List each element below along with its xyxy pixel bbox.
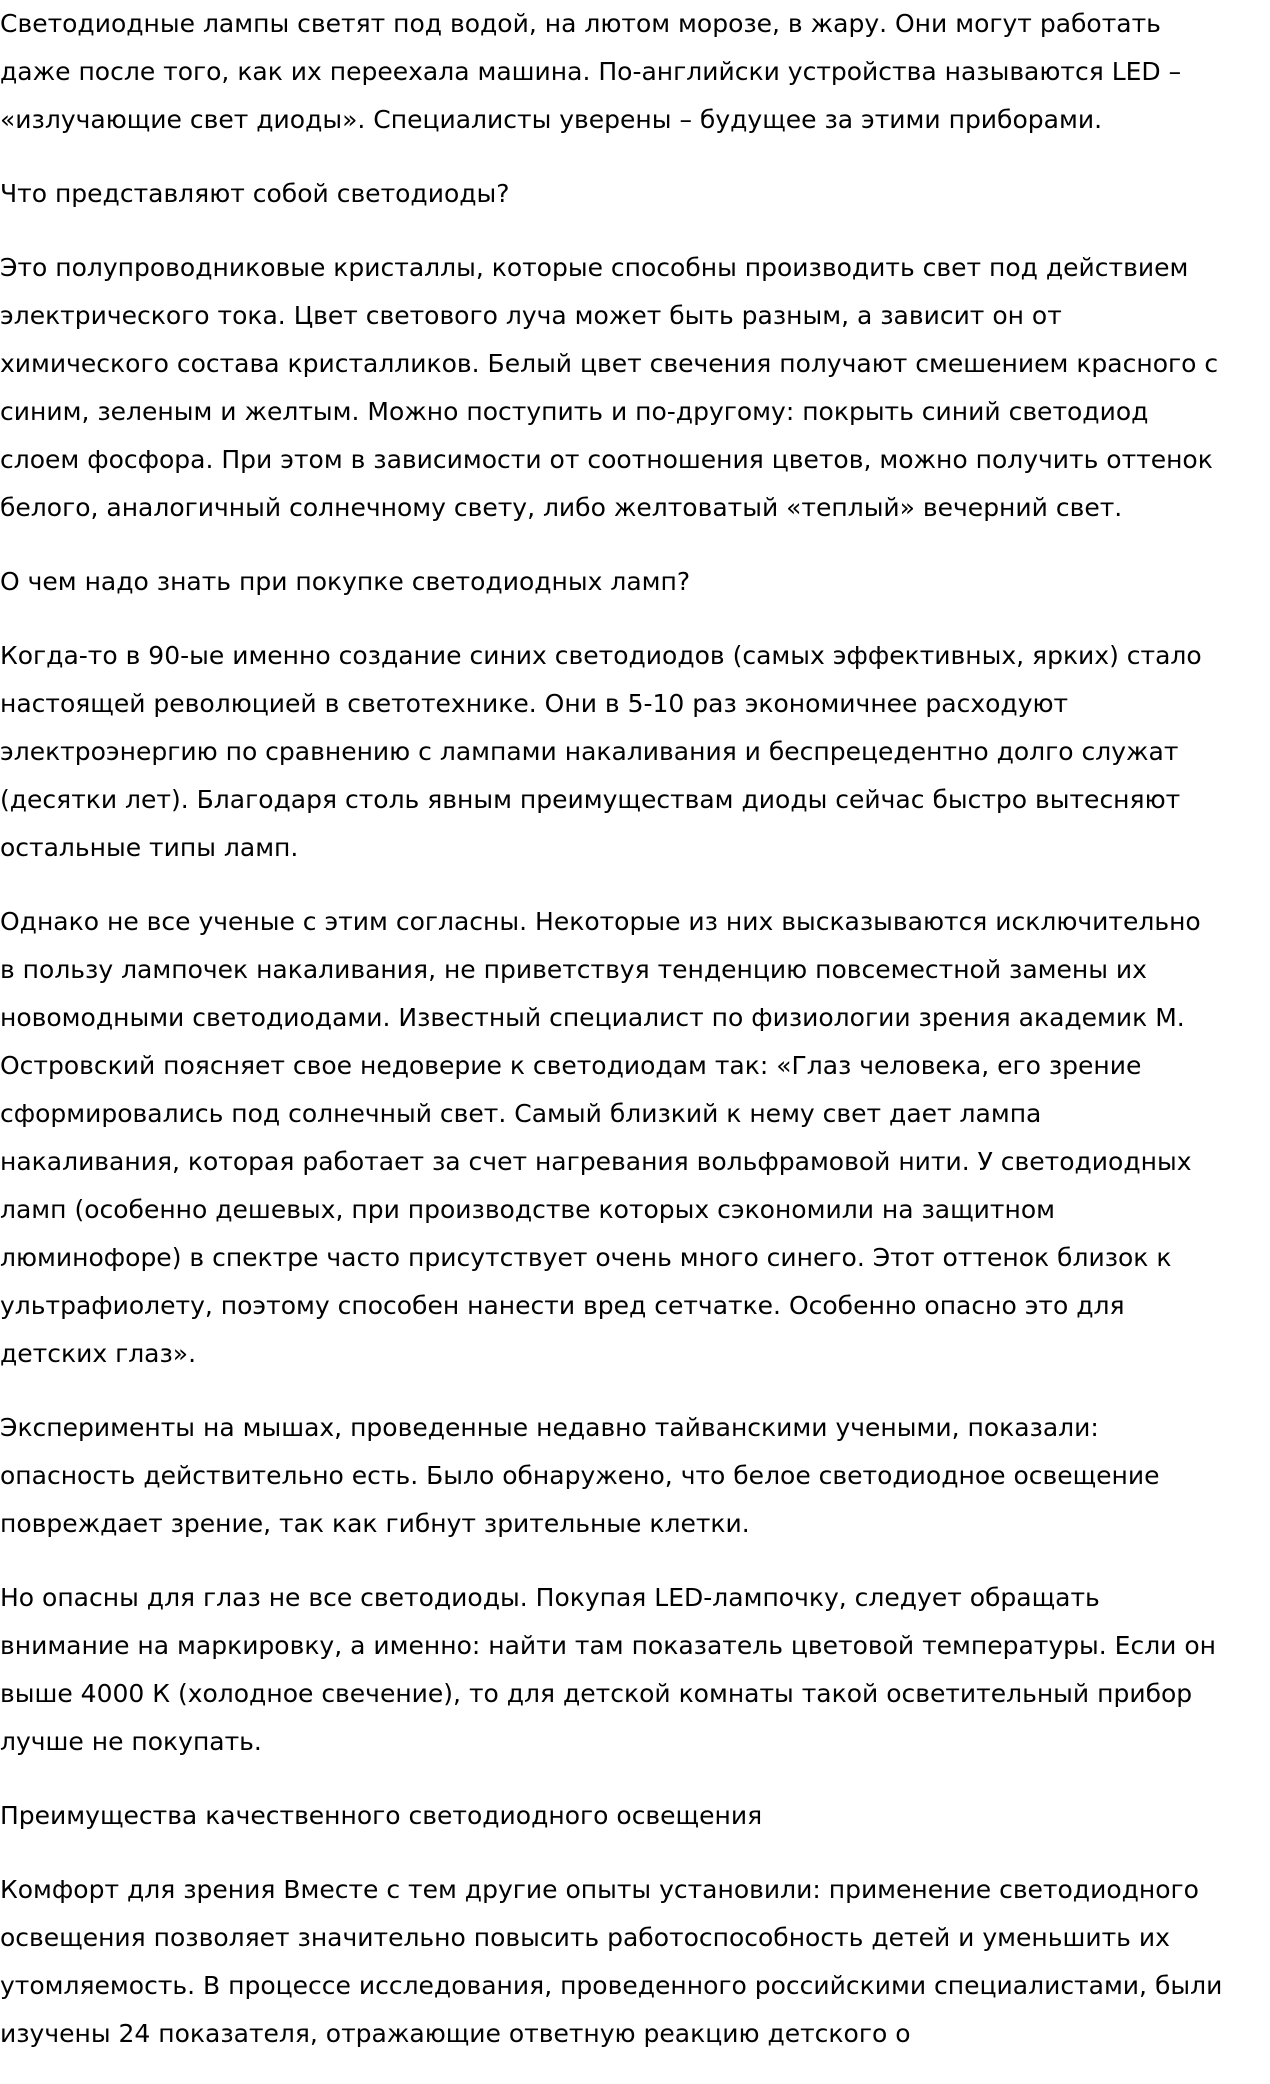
text-line: внимание на маркировку, а именно: найти там показатель цветовой температуры. Если он xyxy=(0,1631,1217,1660)
text-line: электрического тока. Цвет светового луча может быть разным, а зависит он от xyxy=(0,301,1062,330)
text-line: изучены 24 показателя, отражающие ответную реакцию детского о xyxy=(0,2019,911,2048)
section-heading-buying-tips xyxy=(0,558,1270,606)
text-line: электроэнергию по сравнению с лампами накаливания и беспрецедентно долго служат xyxy=(0,737,1179,766)
text-line: Однако не все ученые с этим согласны. Некоторые из них высказываются исключительно xyxy=(0,907,1201,936)
text-line: Комфорт для зрения Вместе с тем другие опыты установили: применение светодиодного xyxy=(0,1875,1199,1904)
text-line: лучше не покупать. xyxy=(0,1727,262,1756)
text-line: белого, аналогичный солнечному свету, либо желтоватый «теплый» вечерний свет. xyxy=(0,493,1123,522)
text-line: накаливания, которая работает за счет нагревания вольфрамовой нити. У светодиодных xyxy=(0,1147,1192,1176)
text-line: Эксперименты на мышах, проведенные недавно тайванскими учеными, показали: xyxy=(0,1413,1099,1442)
text-line: настоящей революцией в светотехнике. Они в 5-10 раз экономичнее расходуют xyxy=(0,689,1069,718)
text-line: О чем надо знать при покупке светодиодных ламп? xyxy=(0,567,691,596)
paragraph-history xyxy=(0,632,1270,872)
text-line: Но опасны для глаз не все светодиоды. Покупая LED-лампочку, следует обращать xyxy=(0,1583,1100,1612)
text-line: выше 4000 К (холодное свечение), то для детской комнаты такой осветительный прибор xyxy=(0,1679,1193,1708)
text-line: (десятки лет). Благодаря столь явным преимуществам диоды сейчас быстро вытесняют xyxy=(0,785,1181,814)
text-line: Когда-то в 90-ые именно создание синих светодиодов (самых эффективных, ярких) стало xyxy=(0,641,1202,670)
text-line: в пользу лампочек накаливания, не приветствуя тенденцию повсеместной замены их xyxy=(0,955,1147,984)
text-line: Преимущества качественного светодиодного освещения xyxy=(0,1801,763,1830)
text-line: утомляемость. В процессе исследования, проведенного российскими специалистами, были xyxy=(0,1971,1223,2000)
text-line: сформировались под солнечный свет. Самый близкий к нему свет дает лампа xyxy=(0,1099,1042,1128)
text-line: люминофоре) в спектре часто присутствует очень много синего. Этот оттенок близок к xyxy=(0,1243,1172,1272)
paragraph-color-temperature xyxy=(0,1574,1270,1766)
text-line: Островский поясняет свое недоверие к светодиодам так: «Глаз человека, его зрение xyxy=(0,1051,1142,1080)
text-line: опасность действительно есть. Было обнаружено, что белое светодиодное освещение xyxy=(0,1461,1160,1490)
text-line: «излучающие свет диоды». Специалисты уверены – будущее за этими приборами. xyxy=(0,105,1103,134)
text-line: детских глаз». xyxy=(0,1339,197,1368)
text-line: слоем фосфора. При этом в зависимости от соотношения цветов, можно получить оттенок xyxy=(0,445,1213,474)
paragraph-comfort xyxy=(0,1866,1270,2058)
paragraph-objections xyxy=(0,898,1270,1378)
text-line: ламп (особенно дешевых, при производстве которых сэкономили на защитном xyxy=(0,1195,1055,1224)
text-line: повреждает зрение, так как гибнут зрительные клетки. xyxy=(0,1509,750,1538)
paragraph-experiments xyxy=(0,1404,1270,1548)
text-line: Это полупроводниковые кристаллы, которые способны производить свет под действием xyxy=(0,253,1189,282)
paragraph-definition xyxy=(0,244,1270,532)
section-heading-advantages xyxy=(0,1792,1270,1840)
text-line: новомодными светодиодами. Известный специалист по физиологии зрения академик М. xyxy=(0,1003,1185,1032)
text-line: даже после того, как их переехала машина. По-английски устройства называются LED – xyxy=(0,57,1182,86)
text-line: ультрафиолету, поэтому способен нанести вред сетчатке. Особенно опасно это для xyxy=(0,1291,1125,1320)
section-heading-what-are-leds xyxy=(0,170,1270,218)
text-line: освещения позволяет значительно повысить работоспособность детей и уменьшить их xyxy=(0,1923,1170,1952)
text-line: остальные типы ламп. xyxy=(0,833,299,862)
text-line: Что представляют собой светодиоды? xyxy=(0,179,510,208)
text-line: химического состава кристалликов. Белый цвет свечения получают смешением красного с xyxy=(0,349,1219,378)
text-line: Светодиодные лампы светят под водой, на лютом морозе, в жару. Они могут работать xyxy=(0,9,1161,38)
paragraph-intro xyxy=(0,0,1270,144)
text-line: синим, зеленым и желтым. Можно поступить и по-другому: покрыть синий светодиод xyxy=(0,397,1149,426)
